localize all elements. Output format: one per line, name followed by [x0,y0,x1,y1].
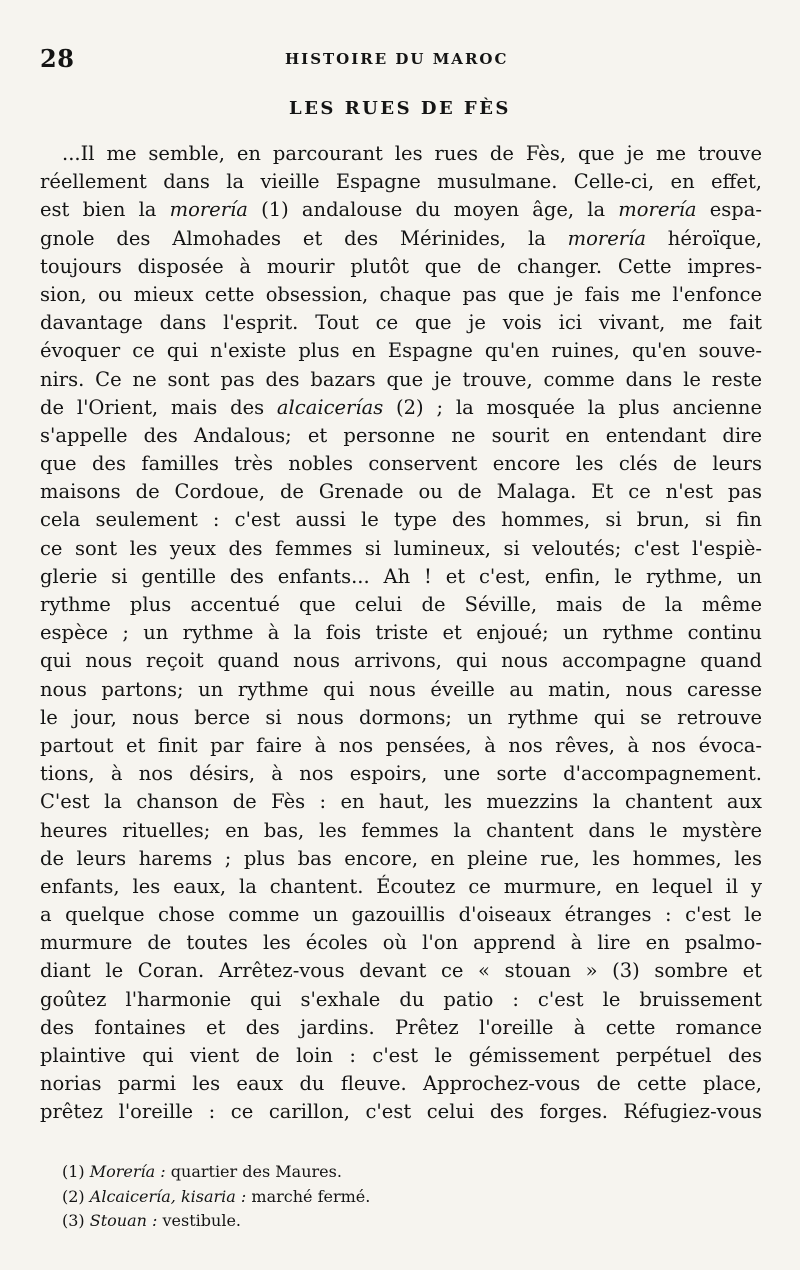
text-line: que des familles très nobles conservent encore les clés de leurs [40,452,762,476]
footnote-term: Alcaicería, kisaria : [89,1186,247,1206]
footnote-number: (2) [62,1186,85,1206]
text-span: espa- [696,198,762,222]
text-line: espèce ; un rythme à la fois triste et enjoué; un rythme continu [40,621,762,645]
text-line: évoquer ce qui n'existe plus en Espagne qu'en ruines, qu'en souve- [40,339,762,363]
text-line: s'appelle des Andalous; et personne ne sourit en entendant dire [40,423,762,447]
text-line: goûtez l'harmonie qui s'exhale du patio : c'est le bruissement [40,987,762,1011]
text-line: nous partons; un rythme qui nous éveille au matin, nous caresse [40,677,762,701]
text-line: tions, à nos désirs, à nos espoirs, une sorte d'accompagnement. [40,762,762,786]
footnotes [62,1160,742,1234]
running-header [40,44,760,72]
text-line: prêtez l'oreille : ce carillon, c'est celui des forges. Réfugiez-vous [40,1100,762,1124]
text-line: toujours disposée à mourir plutôt que de changer. Cette impres- [40,254,762,278]
text-line: maisons de Cordoue, de Grenade ou de Malaga. Et ce n'est pas [40,480,762,504]
italic-term: morería [618,198,697,222]
text-line: ...Il me semble, en parcourant les rues de Fès, que je me trouve [62,142,762,165]
text-line: nirs. Ce ne sont pas des bazars que je trouve, comme dans le reste [40,367,762,391]
text-line [40,225,762,253]
text-line: le jour, nous berce si nous dormons; un rythme qui se retrouve [40,705,762,729]
footnote-number: (1) [62,1162,85,1181]
text-span: (2) ; la mosquée la plus ancienne [383,395,762,419]
text-line: norias parmi les eaux du fleuve. Approchez-vous de cette place, [40,1072,762,1096]
footnote-term: Morería : [89,1162,166,1181]
footnote-number: (3) [62,1211,85,1230]
text-span: gnole des Almohades et des Mérinides, la [40,226,568,250]
running-title: HISTOIRE DU MAROC [285,50,509,68]
text-span: est bien la [40,198,170,222]
text-line [40,196,762,224]
footnote-text: marché fermé. [246,1186,371,1206]
text-line: a quelque chose comme un gazouillis d'oiseaux étranges : c'est le [40,903,762,927]
text-line: glerie si gentille des enfants... Ah ! et c'est, enfin, le rythme, un [40,564,762,588]
chapter-title: LES RUES DE FÈS [289,98,511,119]
footnote-2 [62,1185,742,1210]
page-number: 28 [40,44,75,73]
text-line: rythme plus accentué que celui de Séville, mais de la même [40,593,762,616]
text-line: C'est la chanson de Fès : en haut, les muezzins la chantent aux [40,790,762,814]
text-line: heures rituelles; en bas, les femmes la chantent dans le mystère [40,818,762,842]
footnote-text: quartier des Maures. [165,1162,342,1181]
italic-term: alcaicerías [276,395,384,419]
italic-term: morería [169,198,248,222]
footnote-text: vestibule. [157,1211,241,1230]
footnote-3 [62,1209,742,1234]
text-line [40,394,762,422]
text-line: réellement dans la vieille Espagne musulmane. Celle-ci, en effet, [40,170,762,194]
text-line: enfants, les eaux, la chantent. Écoutez ce murmure, en lequel il y [40,874,762,898]
text-line: plaintive qui vient de loin : c'est le gémissement perpétuel des [40,1044,762,1067]
text-span: héroïque, [645,226,762,250]
text-span: de l'Orient, mais des [40,395,277,419]
text-span: (1) andalouse du moyen âge, la [247,198,619,222]
text-line: davantage dans l'esprit. Tout ce que je vois ici vivant, me fait [40,311,762,335]
footnote-1 [62,1160,742,1185]
text-line: ce sont les yeux des femmes si lumineux, si veloutés; c'est l'espiè- [40,536,762,560]
text-line: partout et finit par faire à nos pensées, à nos rêves, à nos évoca- [40,733,762,757]
text-line: qui nous reçoit quand nous arrivons, qui nous accompagne quand [40,649,762,673]
text-line: de leurs harems ; plus bas encore, en pleine rue, les hommes, les [40,846,762,870]
text-line: murmure de toutes les écoles où l'on apprend à lire en psalmo- [40,931,762,955]
text-line: sion, ou mieux cette obsession, chaque pas que je fais me l'enfonce [40,282,762,306]
text-line: cela seulement : c'est aussi le type des hommes, si brun, si fin [40,508,762,532]
body-text [40,140,762,1127]
text-line: diant le Coran. Arrêtez-vous devant ce « stouan » (3) sombre et [40,959,762,983]
footnote-term: Stouan : [89,1211,158,1230]
italic-term: morería [567,226,646,250]
text-line: des fontaines et des jardins. Prêtez l'oreille à cette romance [40,1015,762,1039]
